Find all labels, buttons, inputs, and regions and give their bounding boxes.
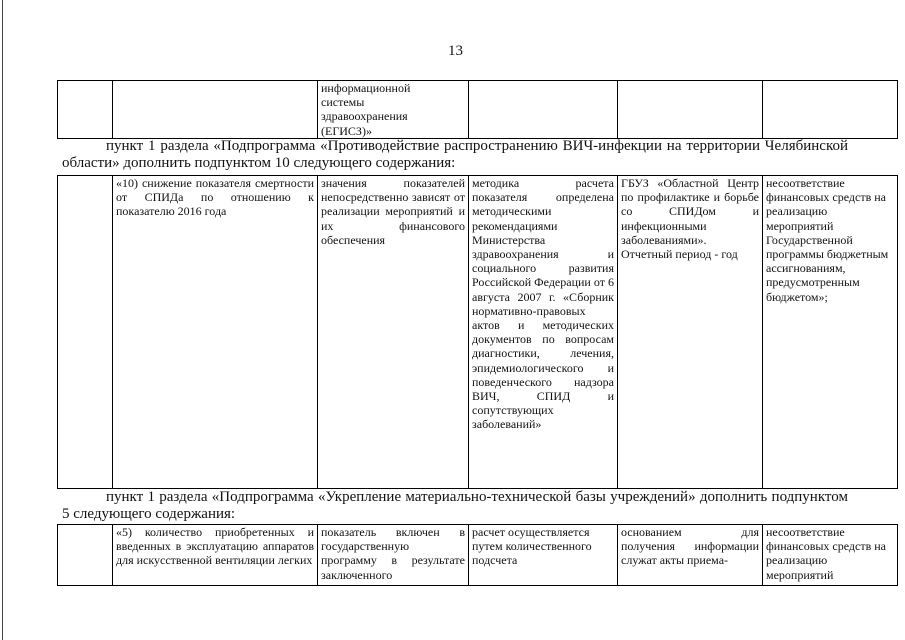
table-row: [58, 176, 898, 489]
table-cell-risk: [763, 81, 898, 139]
table-cell-number: [58, 176, 113, 489]
table-cell-source: основанием для получения информации служат акты приема-: [618, 525, 763, 586]
page-edge-line: [2, 0, 3, 640]
table-hiv-indicator: [57, 175, 898, 489]
table-cell-method: методика расчета показателя определена методическими рекомендациями Министерства здравоохранения и социального развития Российской Федерации от 6 августа 2007 г. «Сборник нормативно-правовых актов и методических документов по вопросам диагностики, лечения, эпидемиологического и поведенческого надзора ВИЧ, СПИД и сопутствующих заболеваний»: [469, 176, 618, 489]
table-row: [58, 525, 898, 586]
table-cell-risk: несоответствие финансовых средств на реализацию мероприятий: [763, 525, 898, 586]
table-equipment-indicator: [57, 524, 898, 586]
table-cell-method: расчет осуществляется путем количественного подсчета: [469, 525, 618, 586]
paragraph-text: пункт 1 раздела «Подпрограмма «Укрепление материально-технической базы учреждений» дополнить подпунктом 5 следующего содержания:: [62, 489, 848, 522]
table-continuation: [57, 80, 898, 139]
table-cell-rationale: информационной системы здравоохранения (ЕГИСЗ)»: [318, 81, 469, 139]
table-cell-number: [58, 81, 113, 139]
paragraph-amendment-hiv: [62, 138, 848, 172]
page-number: 13: [448, 43, 463, 59]
table-row: [58, 81, 898, 139]
table-cell-indicator: «10) снижение показателя смертности от СПИДа по отношению к показателю 2016 года: [113, 176, 318, 489]
table-cell-rationale: показатель включен в государственную программу в результате заключенного: [318, 525, 469, 586]
table-cell-source: ГБУЗ «Областной Центр по профилактике и борьбе со СПИДом и инфекционными заболеваниями». Отчетный период - год: [618, 176, 763, 489]
paragraph-amendment-equipment: [62, 489, 848, 523]
table-cell-indicator: [113, 81, 318, 139]
table-cell-indicator: «5) количество приобретенных и введенных в эксплуатацию аппаратов для искусственной вентиляции легких: [113, 525, 318, 586]
table-cell-method: [469, 81, 618, 139]
paragraph-text: пункт 1 раздела «Подпрограмма «Противодействие распространению ВИЧ-инфекции на территории Челябинской области» дополнить подпунктом 10 следующего содержания:: [62, 138, 848, 171]
table-cell-risk: несоответствие финансовых средств на реализацию мероприятий Государственной программы бюджетным ассигнованиям, предусмотренным бюджетом»;: [763, 176, 898, 489]
table-cell-rationale: значения показателей непосредственно зависят от реализации мероприятий и их финансового обеспечения: [318, 176, 469, 489]
table-cell-number: [58, 525, 113, 586]
table-cell-source: [618, 81, 763, 139]
